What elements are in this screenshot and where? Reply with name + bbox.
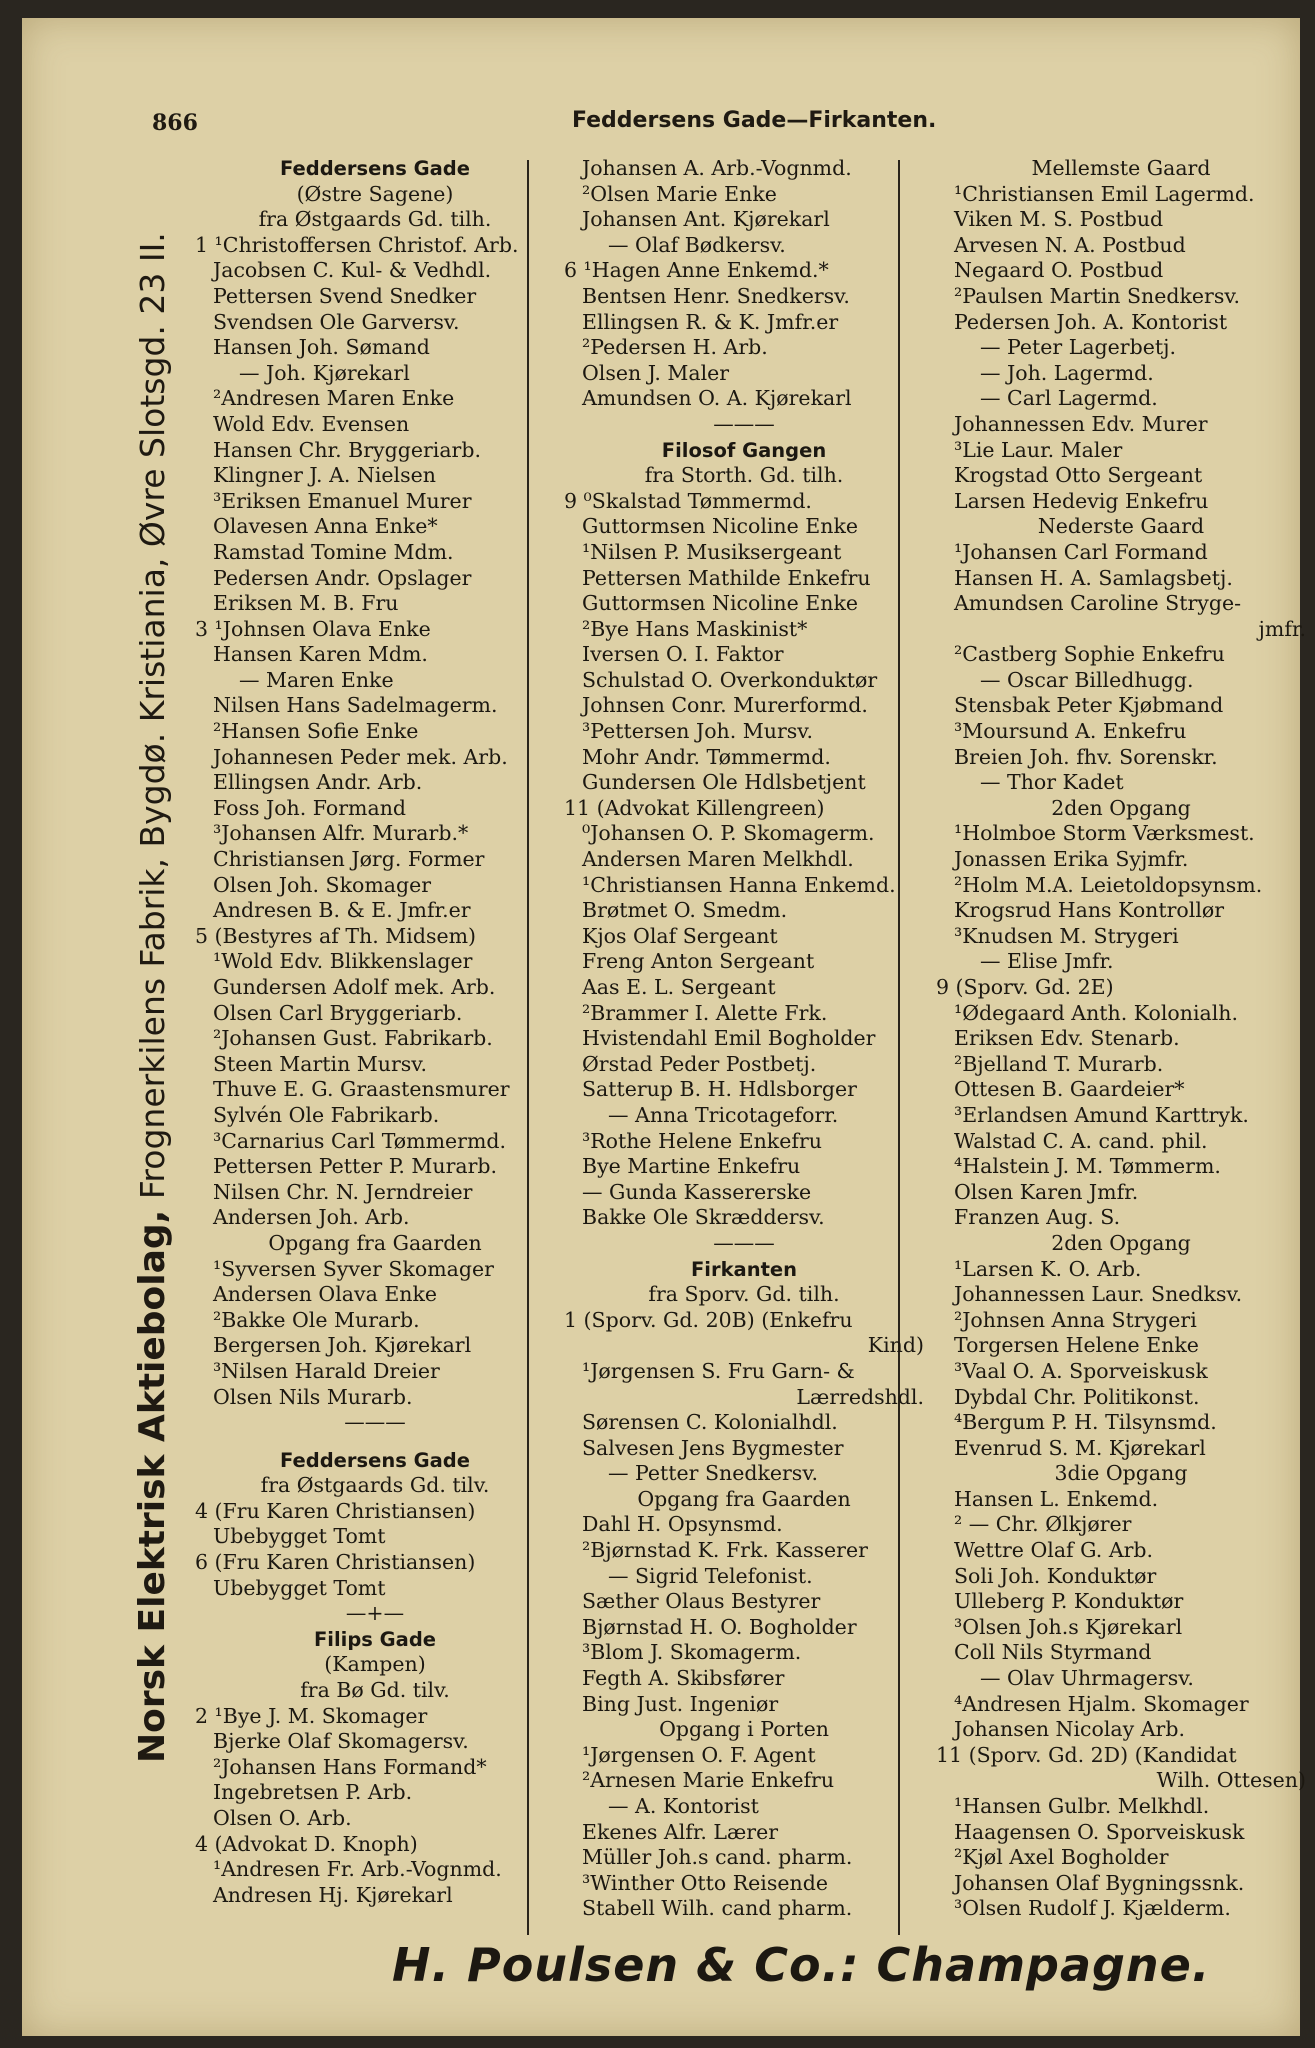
entry-line: ³Blom J. Skomagerm. [582, 1640, 802, 1665]
side-ad-address: Frognerkilens Fabrik, Bygdø. Kristiania, Øvre Slotsgd. 23 II. [133, 232, 172, 1210]
entry-line: ²Paulsen Martin Snedkersv. [954, 283, 1241, 308]
entry-line: Svendsen Ole Garversv. [213, 309, 460, 334]
entry-line: 6 ¹Hagen Anne Enkemd.* [564, 258, 829, 283]
entry-line: Johannessen Edv. Murer [954, 411, 1208, 436]
entry-line: Stensbak Peter Kjøbmand [954, 693, 1224, 718]
entry-line: Brøtmet O. Smedm. [582, 898, 788, 923]
separator: ——— [713, 411, 775, 436]
street-heading: Feddersens Gade [280, 1448, 470, 1472]
section-note: Nederste Gaard [1037, 514, 1205, 539]
entry-line: Olsen O. Arb. [213, 1806, 352, 1830]
entry-line: Pettersen Petter P. Murarb. [213, 1154, 498, 1179]
entry-line: ³Rothe Helene Enkefru [582, 1128, 822, 1153]
entry-line: — Peter Lagerbetj. [980, 335, 1176, 360]
entry-line: ²Andresen Maren Enke [213, 386, 455, 411]
entry-line: Wilh. Ottesen) [1156, 1768, 1306, 1793]
entry-line: ²Bjørnstad K. Frk. Kasserer [582, 1538, 868, 1563]
entry-line: ⁴Halstein J. M. Tømmerm. [954, 1154, 1221, 1179]
entry-line: 5 (Bestyres af Th. Midsem) [195, 923, 477, 948]
entry-line: ³Winther Otto Reisende [582, 1870, 828, 1895]
entry-line: Eriksen Edv. Stenarb. [954, 1026, 1180, 1051]
entry-line: ³Vaal O. A. Sporveiskusk [954, 1358, 1208, 1383]
entry-line: Viken M. S. Postbud [954, 207, 1164, 232]
entry-line: ¹Ødegaard Anth. Kolonialh. [954, 1000, 1239, 1025]
entry-line: ²Kjøl Axel Bogholder [954, 1845, 1169, 1870]
entry-line: Bentsen Henr. Snedkersv. [582, 283, 850, 308]
entry-line: Pedersen Andr. Opslager [213, 565, 472, 590]
section-note: (Østre Sagene) [296, 181, 454, 206]
entry-line: Jacobsen C. Kul- & Vedhdl. [213, 258, 492, 283]
entry-line: — Thor Kadet [980, 770, 1124, 795]
entry-line: ¹Andresen Fr. Arb.-Vognmd. [213, 1857, 502, 1882]
entry-line: ⁰Johansen O. P. Skomagerm. [582, 821, 875, 846]
entry-line: ²Holm M.A. Leietoldopsynsm. [954, 872, 1263, 897]
entry-line: Foss Joh. Formand [213, 795, 407, 820]
entry-line: Coll Nils Styrmand [954, 1640, 1152, 1665]
entry-line: Walstad C. A. cand. phil. [954, 1128, 1208, 1153]
entry-line: Johannessen Laur. Snedksv. [954, 1282, 1243, 1307]
entry-line: Nilsen Hans Sadelmagerm. [213, 693, 498, 718]
entry-line: Iversen O. I. Faktor [582, 642, 784, 667]
entry-line: 3 ¹Johnsen Olava Enke [195, 616, 431, 641]
entry-line: Hansen H. A. Samlagsbetj. [954, 565, 1233, 590]
entry-line: ³Moursund A. Enkefru [954, 719, 1187, 744]
entry-line: Ubebygget Tomt [213, 1575, 386, 1600]
spacer [195, 1436, 555, 1448]
entry-line: Steen Martin Mursv. [213, 1051, 427, 1076]
column-1 [195, 156, 555, 1908]
entry-line: Ørstad Peder Postbetj. [582, 1051, 817, 1076]
entry-line: Aas E. L. Sergeant [582, 975, 776, 999]
entry-line: ³Erlandsen Amund Karttryk. [954, 1102, 1249, 1127]
entry-line: Gundersen Ole Hdlsbetjent [582, 770, 866, 795]
entry-line: Bing Just. Ingeniør [582, 1691, 779, 1716]
entry-line: Bakke Ole Skræddersv. [582, 1205, 825, 1230]
section-note: fra Bø Gd. tilv. [300, 1678, 450, 1703]
side-ad-company: Norsk Elektrisk Aktiebolag, [132, 1209, 173, 1763]
entry-line: ²Hansen Sofie Enke [213, 719, 419, 744]
entry-line: Klingner J. A. Nielsen [213, 463, 436, 488]
entry-line: Hvistendahl Emil Bogholder [582, 1026, 876, 1051]
entry-line: Andresen B. & E. Jmfr.er [213, 898, 471, 923]
entry-line: Schulstad O. Overkonduktør [582, 667, 878, 692]
entry-line: Krogstad Otto Sergeant [954, 463, 1203, 488]
entry-line: 2 ¹Bye J. M. Skomager [195, 1703, 428, 1728]
entry-line: Evenrud S. M. Kjørekarl [954, 1435, 1206, 1460]
entry-line: ³Pettersen Joh. Mursv. [582, 719, 813, 744]
street-heading: Filosof Gangen [661, 438, 827, 462]
entry-line: Krogsrud Hans Kontrollør [954, 898, 1225, 923]
entry-line: Andersen Joh. Arb. [213, 1205, 410, 1230]
section-note: fra Østgaards Gd. tilh. [258, 207, 492, 232]
entry-line: Sæther Olaus Bestyrer [582, 1589, 821, 1614]
entry-line: Ramstad Tomine Mdm. [213, 539, 454, 564]
section-note: Opgang fra Gaarden [268, 1230, 482, 1255]
entry-line: — Sigrid Telefonist. [608, 1563, 813, 1588]
entry-line: — A. Kontorist [608, 1794, 759, 1818]
entry-line: ³Lie Laur. Maler [954, 437, 1123, 462]
entry-line: Amundsen O. A. Kjørekarl [582, 386, 852, 411]
page-title: Feddersens Gade—Firkanten. [572, 108, 937, 133]
entry-line: ¹Wold Edv. Blikkenslager [213, 949, 473, 974]
entry-line: Olsen Karen Jmfr. [954, 1179, 1139, 1204]
entry-line: jmfr. [1258, 616, 1306, 641]
entry-line: — Maren Enke [239, 667, 394, 692]
footer-advertisement: H. Poulsen & Co.: Champagne. [392, 1938, 1211, 1992]
entry-line: Hansen L. Enkemd. [954, 1486, 1159, 1511]
street-heading: Firkanten [690, 1257, 798, 1281]
entry-line: Ubebygget Tomt [213, 1524, 386, 1549]
entry-line: Johnsen Conr. Murerformd. [582, 693, 868, 718]
entry-line: Arvesen N. A. Postbud [954, 232, 1186, 257]
section-note: (Kampen) [324, 1652, 426, 1677]
entry-line: Johansen Nicolay Arb. [954, 1717, 1185, 1742]
entry-line: Salvesen Jens Bygmester [582, 1435, 844, 1460]
entry-line: Guttormsen Nicoline Enke [582, 591, 859, 616]
entry-line: Johansen A. Arb.-Vognmd. [582, 156, 852, 180]
entry-line: Wettre Olaf G. Arb. [954, 1538, 1154, 1563]
entry-line: ¹Syversen Syver Skomager [213, 1256, 494, 1281]
entry-line: — Carl Lagermd. [980, 386, 1158, 411]
entry-line: 9 ⁰Skalstad Tømmermd. [564, 488, 812, 513]
entry-line: — Olaf Bødkersv. [608, 232, 786, 257]
entry-line: Hansen Karen Mdm. [213, 642, 428, 667]
street-heading: Filips Gade [313, 1627, 437, 1651]
entry-line: — Petter Snedkersv. [608, 1461, 818, 1486]
entry-line: Stabell Wilh. cand pharm. [582, 1896, 853, 1921]
entry-line: Satterup B. H. Hdlsborger [582, 1077, 857, 1102]
entry-line: ³Johansen Alfr. Murarb.* [213, 821, 469, 846]
entry-line: Breien Joh. fhv. Sorenskr. [954, 744, 1218, 769]
entry-line: Christiansen Jørg. Former [213, 847, 485, 872]
entry-line: Kjos Olaf Sergeant [582, 923, 778, 948]
entry-line: Franzen Aug. S. [954, 1205, 1121, 1230]
entry-line: 1 ¹Christoffersen Christof. Arb. [195, 232, 519, 257]
entry-line: ²Johnsen Anna Strygeri [954, 1307, 1197, 1332]
entry-line: Sylvén Ole Fabrikarb. [213, 1102, 440, 1127]
entry-line: 11 (Sporv. Gd. 2D) (Kandidat [936, 1742, 1237, 1767]
entry-line: Olsen Joh. Skomager [213, 872, 432, 897]
entry-line: ³Eriksen Emanuel Murer [213, 488, 472, 513]
entry-line: ¹Nilsen P. Musiksergeant [582, 539, 842, 564]
entry-line: Bergersen Joh. Kjørekarl [213, 1333, 472, 1358]
entry-line: 11 (Advokat Killengreen) [564, 795, 825, 820]
entry-line: Dahl H. Opsynsmd. [582, 1512, 783, 1537]
entry-line: Haagensen O. Sporveiskusk [954, 1819, 1245, 1844]
entry-line: Hansen Chr. Bryggeriarb. [213, 437, 481, 462]
entry-line: Ingebretsen P. Arb. [213, 1780, 413, 1805]
entry-line: ² — Chr. Ølkjører [954, 1512, 1132, 1537]
entry-line: ²Bye Hans Maskinist* [582, 616, 808, 641]
entry-line: Ottesen B. Gaardeier* [954, 1077, 1185, 1102]
entry-line: ¹Larsen K. O. Arb. [954, 1256, 1142, 1281]
entry-line: — Elise Jmfr. [980, 949, 1114, 974]
entry-line: ¹Johansen Carl Formand [954, 539, 1208, 564]
entry-line: ³Olsen Joh.s Kjørekarl [954, 1614, 1183, 1639]
entry-line: ²Johansen Gust. Fabrikarb. [213, 1026, 493, 1051]
entry-line: Olsen J. Maler [582, 360, 730, 385]
entry-line: 6 (Fru Karen Christiansen) [195, 1550, 476, 1575]
entry-line: Olsen Carl Bryggeriarb. [213, 1000, 463, 1025]
entry-line: ²Arnesen Marie Enkefru [582, 1768, 835, 1793]
entry-line: Andersen Maren Melkhdl. [582, 847, 854, 872]
entry-line: — Oscar Billedhugg. [980, 667, 1194, 692]
entry-line: ³Carnarius Carl Tømmermd. [213, 1128, 507, 1153]
entry-line: Sørensen C. Kolonialhdl. [582, 1410, 838, 1435]
entry-line: ¹Holmboe Storm Værksmest. [954, 821, 1255, 846]
section-note: 3die Opgang [1054, 1461, 1188, 1486]
entry-line: Pettersen Svend Snedker [213, 283, 477, 308]
separator: ——— [713, 1230, 775, 1255]
entry-line: Kind) [867, 1333, 924, 1358]
entry-line: Ulleberg P. Konduktør [954, 1589, 1184, 1614]
section-note: Opgang i Porten [659, 1717, 829, 1742]
entry-line: Andresen Hj. Kjørekarl [213, 1882, 453, 1907]
entry-line: — Olav Uhrmagersv. [980, 1666, 1194, 1691]
entry-line: Ekenes Alfr. Lærer [582, 1819, 779, 1844]
column-3 [936, 156, 1306, 1922]
entry-line: ¹Christiansen Hanna Enkemd. [582, 872, 896, 897]
entry-line: Dybdal Chr. Politikonst. [954, 1384, 1200, 1409]
entry-line: Lærredshdl. [796, 1384, 924, 1409]
entry-line: ²Johansen Hans Formand* [213, 1754, 487, 1779]
entry-line: Wold Edv. Evensen [213, 411, 410, 436]
entry-line: Ellingsen R. & K. Jmfr.er [582, 309, 839, 334]
entry-line: Pettersen Mathilde Enkefru [582, 565, 871, 590]
entry-line: Amundsen Caroline Stryge- [954, 591, 1241, 616]
entry-line: ²Pedersen H. Arb. [582, 335, 768, 360]
entry-line: 9 (Sporv. Gd. 2E) [936, 975, 1114, 999]
entry-line: Fegth A. Skibsfører [582, 1666, 785, 1691]
entry-line: Müller Joh.s cand. pharm. [582, 1845, 853, 1870]
section-note: fra Storth. Gd. tilh. [644, 463, 844, 488]
entry-line: — Joh. Kjørekarl [239, 360, 410, 385]
entry-line: ³Knudsen M. Strygeri [954, 923, 1179, 948]
entry-line: Thuve E. G. Graastensmurer [213, 1077, 510, 1102]
side-advertisement [132, 232, 173, 1763]
entry-line: ³Nilsen Harald Dreier [213, 1358, 440, 1383]
entry-line: ²Castberg Sophie Enkefru [954, 642, 1225, 667]
entry-line: 4 (Advokat D. Knoph) [195, 1831, 418, 1856]
entry-line: ¹Christiansen Emil Lagermd. [954, 181, 1255, 206]
entry-line: Olsen Nils Murarb. [213, 1384, 413, 1409]
entry-line: ²Brammer I. Alette Frk. [582, 1000, 828, 1025]
entry-line: ²Bjelland T. Murarb. [954, 1051, 1164, 1076]
entry-line: — Joh. Lagermd. [980, 360, 1154, 385]
entry-line: — Anna Tricotageforr. [608, 1102, 839, 1127]
section-note: Mellemste Gaard [1031, 156, 1211, 180]
entry-line: Bjørnstad H. O. Bogholder [582, 1614, 857, 1639]
entry-line: ²Bakke Ole Murarb. [213, 1307, 420, 1332]
entry-line: Hansen Joh. Sømand [213, 335, 430, 360]
section-note: fra Østgaards Gd. tilv. [260, 1473, 490, 1498]
section-note: Opgang fra Gaarden [637, 1486, 851, 1511]
entry-line: Ellingsen Andr. Arb. [213, 770, 423, 795]
separator: —+— [345, 1601, 405, 1626]
page-number: 866 [152, 110, 198, 136]
entry-line: Freng Anton Sergeant [582, 949, 815, 974]
entry-line: Bye Martine Enkefru [582, 1154, 801, 1179]
entry-line: ⁴Andresen Hjalm. Skomager [954, 1691, 1249, 1716]
entry-line: — Gunda Kassererske [582, 1179, 812, 1204]
entry-line: ³Olsen Rudolf J. Kjælderm. [954, 1896, 1231, 1921]
separator: ——— [344, 1410, 406, 1435]
entry-line: Andersen Olava Enke [213, 1282, 438, 1307]
entry-line: Larsen Hedevig Enkefru [954, 488, 1209, 513]
entry-line: Pedersen Joh. A. Kontorist [954, 309, 1228, 334]
entry-line: Jonassen Erika Syjmfr. [954, 847, 1189, 872]
entry-line: ⁴Bergum P. H. Tilsynsmd. [954, 1410, 1217, 1435]
entry-line: Guttormsen Nicoline Enke [582, 514, 859, 539]
section-note: fra Sporv. Gd. tilh. [648, 1282, 840, 1307]
section-note: 2den Opgang [1051, 795, 1191, 820]
entry-line: Torgersen Helene Enke [954, 1333, 1199, 1358]
entry-line: ¹Jørgensen S. Fru Garn- & [582, 1358, 855, 1383]
column-2 [564, 156, 924, 1922]
entry-line: ¹Jørgensen O. F. Agent [582, 1742, 816, 1767]
directory-page [22, 18, 1306, 2036]
entry-line: ¹Hansen Gulbr. Melkhdl. [954, 1794, 1210, 1818]
entry-line: ²Olsen Marie Enke [582, 181, 777, 206]
entry-line: Nilsen Chr. N. Jerndreier [213, 1179, 473, 1204]
entry-line: Bjerke Olaf Skomagersv. [213, 1729, 469, 1754]
entry-line: 4 (Fru Karen Christiansen) [195, 1498, 476, 1523]
entry-line: Negaard O. Postbud [954, 258, 1164, 283]
entry-line: Johannesen Peder mek. Arb. [213, 744, 508, 769]
entry-line: Soli Joh. Konduktør [954, 1563, 1157, 1588]
entry-line: Eriksen M. B. Fru [213, 591, 399, 616]
street-heading: Feddersens Gade [280, 157, 470, 180]
entry-line: Johansen Olaf Bygningssnk. [954, 1870, 1245, 1895]
section-note: 2den Opgang [1051, 1230, 1191, 1255]
entry-line: Johansen Ant. Kjørekarl [582, 207, 830, 232]
entry-line: 1 (Sporv. Gd. 20B) (Enkefru [564, 1307, 853, 1332]
entry-line: Mohr Andr. Tømmermd. [582, 744, 831, 769]
entry-line: Gundersen Adolf mek. Arb. [213, 975, 496, 999]
entry-line: Olavesen Anna Enke* [213, 514, 438, 539]
